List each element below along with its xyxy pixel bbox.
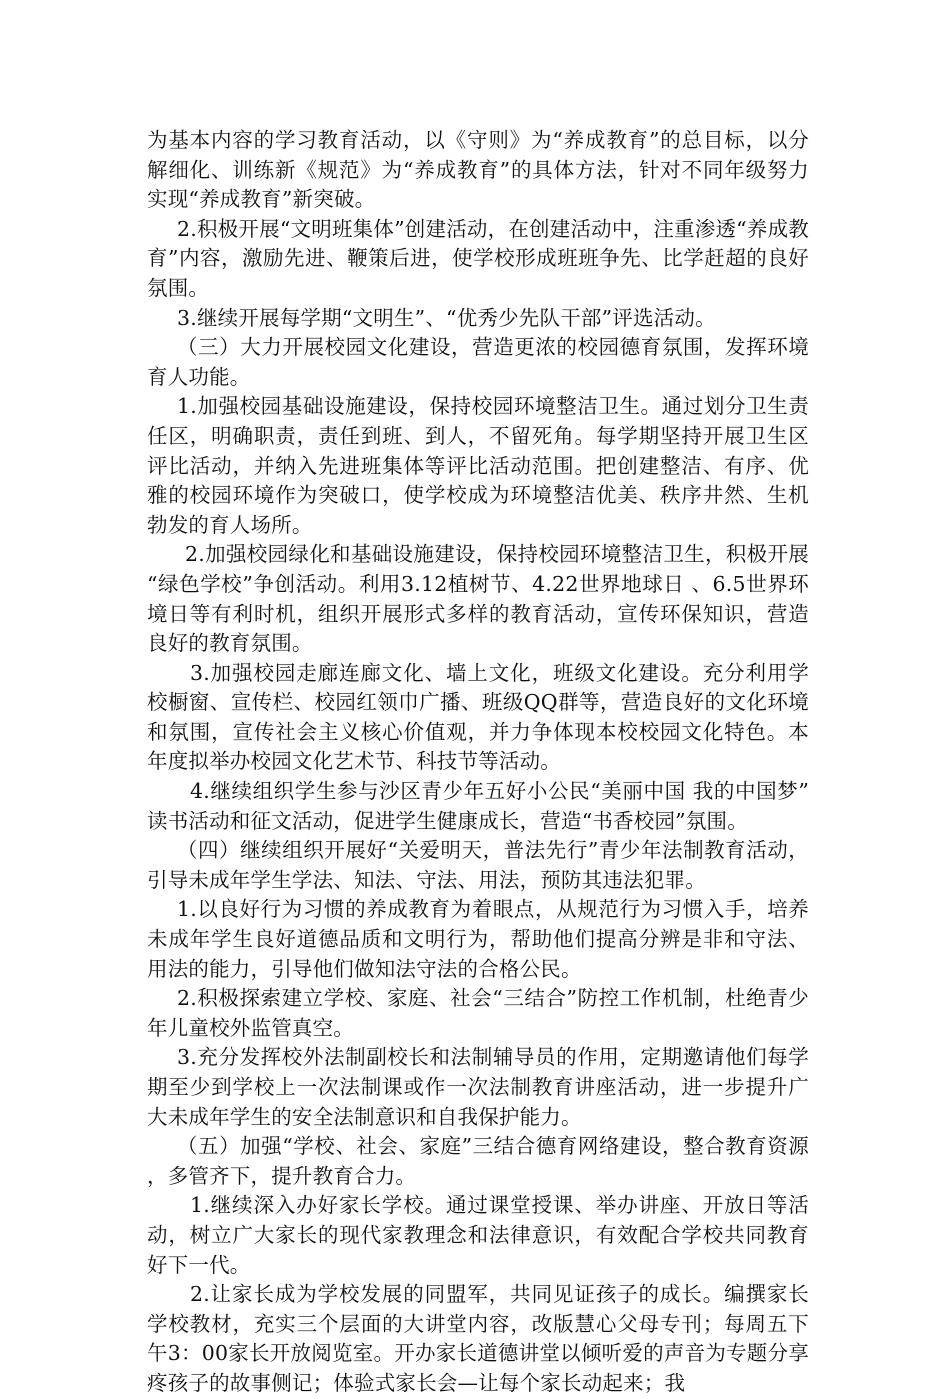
paragraph-parent-school: 1.继续深入办好家长学校。通过课堂授课、举办讲座、开放日等活动，树立广大家长的现代家教理念和法律意识，有效配合学校共同教育好下一代。	[147, 1193, 809, 1277]
section-heading-campus-culture: （三）大力开展校园文化建设，营造更浓的校园德育氛围，发挥环境育人功能。	[147, 335, 809, 389]
section-heading-legal-education: （四）继续组织开展好“关爱明天，普法先行”青少年法制教育活动，引导未成年学生学法、知法、守法、用法，预防其违法犯罪。	[147, 838, 809, 892]
paragraph-three-combination: 2.积极探索建立学校、家庭、社会“三结合”防控工作机制，杜绝青少年儿童校外监管真空。	[147, 986, 809, 1040]
paragraph-campus-infrastructure: 1.加强校园基础设施建设，保持校园环境整洁卫生。通过划分卫生责任区，明确职责，责任到班、到人，不留死角。每学期坚持开展卫生区评比活动，并纳入先进班集体等评比活动范围。把创建整洁、有序、优雅的校园环境作为突破口，使学校成为环境整洁优美、秩序井然、生机勃发的育人场所。	[147, 394, 809, 537]
paragraph-corridor-culture: 3.加强校园走廊连廊文化、墙上文化，班级文化建设。充分利用学校橱窗、宣传栏、校园红领巾广播、班级QQ群等，营造良好的文化环境和氛围，宣传社会主义核心价值观，并力争体现本校校园文化特色。本年度拟举办校园文化艺术节、科技节等活动。	[147, 660, 809, 774]
paragraph-civilized-class: 2.积极开展“文明班集体”创建活动，在创建活动中，注重渗透“养成教育”内容，激励先进、鞭策后进，使学校形成班班争先、比学赶超的良好氛围。	[147, 216, 809, 300]
paragraph-campus-greening: 2.加强校园绿化和基础设施建设，保持校园环境整洁卫生，积极开展“绿色学校”争创活动。利用3.12植树节、4.22世界地球日 、6.5世界环境日等有利时机，组织开展形式多样的教育活动，宣传环保知识，营造良好的教育氛围。	[147, 542, 809, 656]
section-heading-moral-network: （五）加强“学校、社会、家庭”三结合德育网络建设，整合教育资源，多管齐下，提升教育合力。	[147, 1134, 809, 1188]
paragraph-reading-activity: 4.继续组织学生参与沙区青少年五好小公民“美丽中国 我的中国梦”读书活动和征文活动，促进学生健康成长，营造“书香校园”氛围。	[147, 779, 809, 833]
paragraph-behavior-habits: 1.以良好行为习惯的养成教育为着眼点，从规范行为习惯入手，培养未成年学生良好道德品质和文明行为，帮助他们提高分辨是非和守法、用法的能力，引导他们做知法守法的合格公民。	[147, 897, 809, 981]
paragraph-civilized-student-selection: 3.继续开展每学期“文明生”、“优秀少先队干部”评选活动。	[177, 305, 716, 330]
paragraph-intro-continuation: 为基本内容的学习教育活动，以《守则》为“养成教育”的总目标，以分解细化、训练新《规范》为“养成教育”的具体方法，针对不同年级努力实现“养成教育”新突破。	[147, 128, 809, 212]
paragraph-legal-vice-principal: 3.充分发挥校外法制副校长和法制辅导员的作用，定期邀请他们每学期至少到学校上一次法制课或作一次法制教育讲座活动，进一步提升广大未成年学生的安全法制意识和自我保护能力。	[147, 1045, 809, 1129]
paragraph-parent-alliance: 2.让家长成为学校发展的同盟军，共同见证孩子的成长。编撰家长学校教材，充实三个层面的大讲堂内容，改版慧心父母专刊；每周五下午3：00家长开放阅览室。开办家长道德讲堂以倾听爱的声音为专题分享疼孩子的故事侧记；体验式家长会—让每个家长动起来；我	[147, 1282, 809, 1395]
document-body	[147, 126, 809, 1399]
